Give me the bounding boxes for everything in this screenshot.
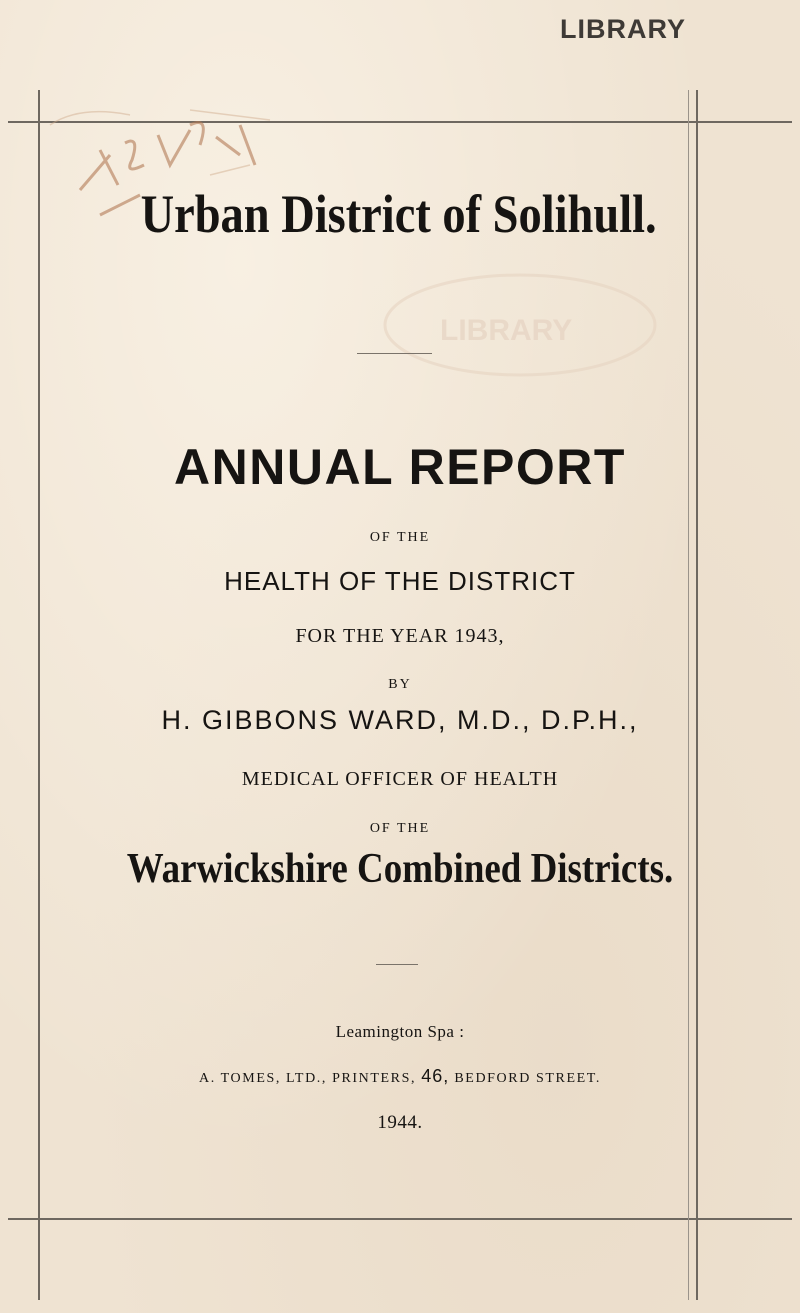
printer-street-number: 46, [421, 1066, 450, 1086]
faint-circular-stamp-icon [370, 270, 670, 390]
imprint-place: Leamington Spa : [335, 1022, 465, 1041]
imprint-printer [0, 1066, 800, 1087]
report-year-line: FOR THE YEAR 1943, [295, 625, 505, 647]
bottom-rule [8, 1218, 792, 1220]
by-label: BY [388, 677, 412, 692]
district-heading: Urban District of Solihull. [140, 184, 657, 244]
report-subject: HEALTH OF THE DISTRICT [224, 566, 576, 596]
printer-street: BEDFORD STREET. [454, 1071, 601, 1086]
of-the-label-2: OF THE [369, 821, 431, 836]
heading-divider [357, 353, 432, 354]
report-title: ANNUAL REPORT [174, 439, 626, 495]
combined-districts: Warwickshire Combined Districts. [126, 846, 674, 892]
imprint-year: 1944. [377, 1112, 423, 1133]
of-the-label-1: OF THE [369, 530, 431, 545]
printer-name: A. TOMES, LTD., PRINTERS, [199, 1071, 417, 1086]
author-role: MEDICAL OFFICER OF HEALTH [241, 768, 559, 790]
imprint-divider [376, 964, 418, 965]
faint-stamp-text: LIBRARY [440, 314, 573, 347]
library-stamp: LIBRARY [560, 14, 686, 44]
author-name: H. GIBBONS WARD, M.D., D.P.H., [161, 705, 639, 735]
